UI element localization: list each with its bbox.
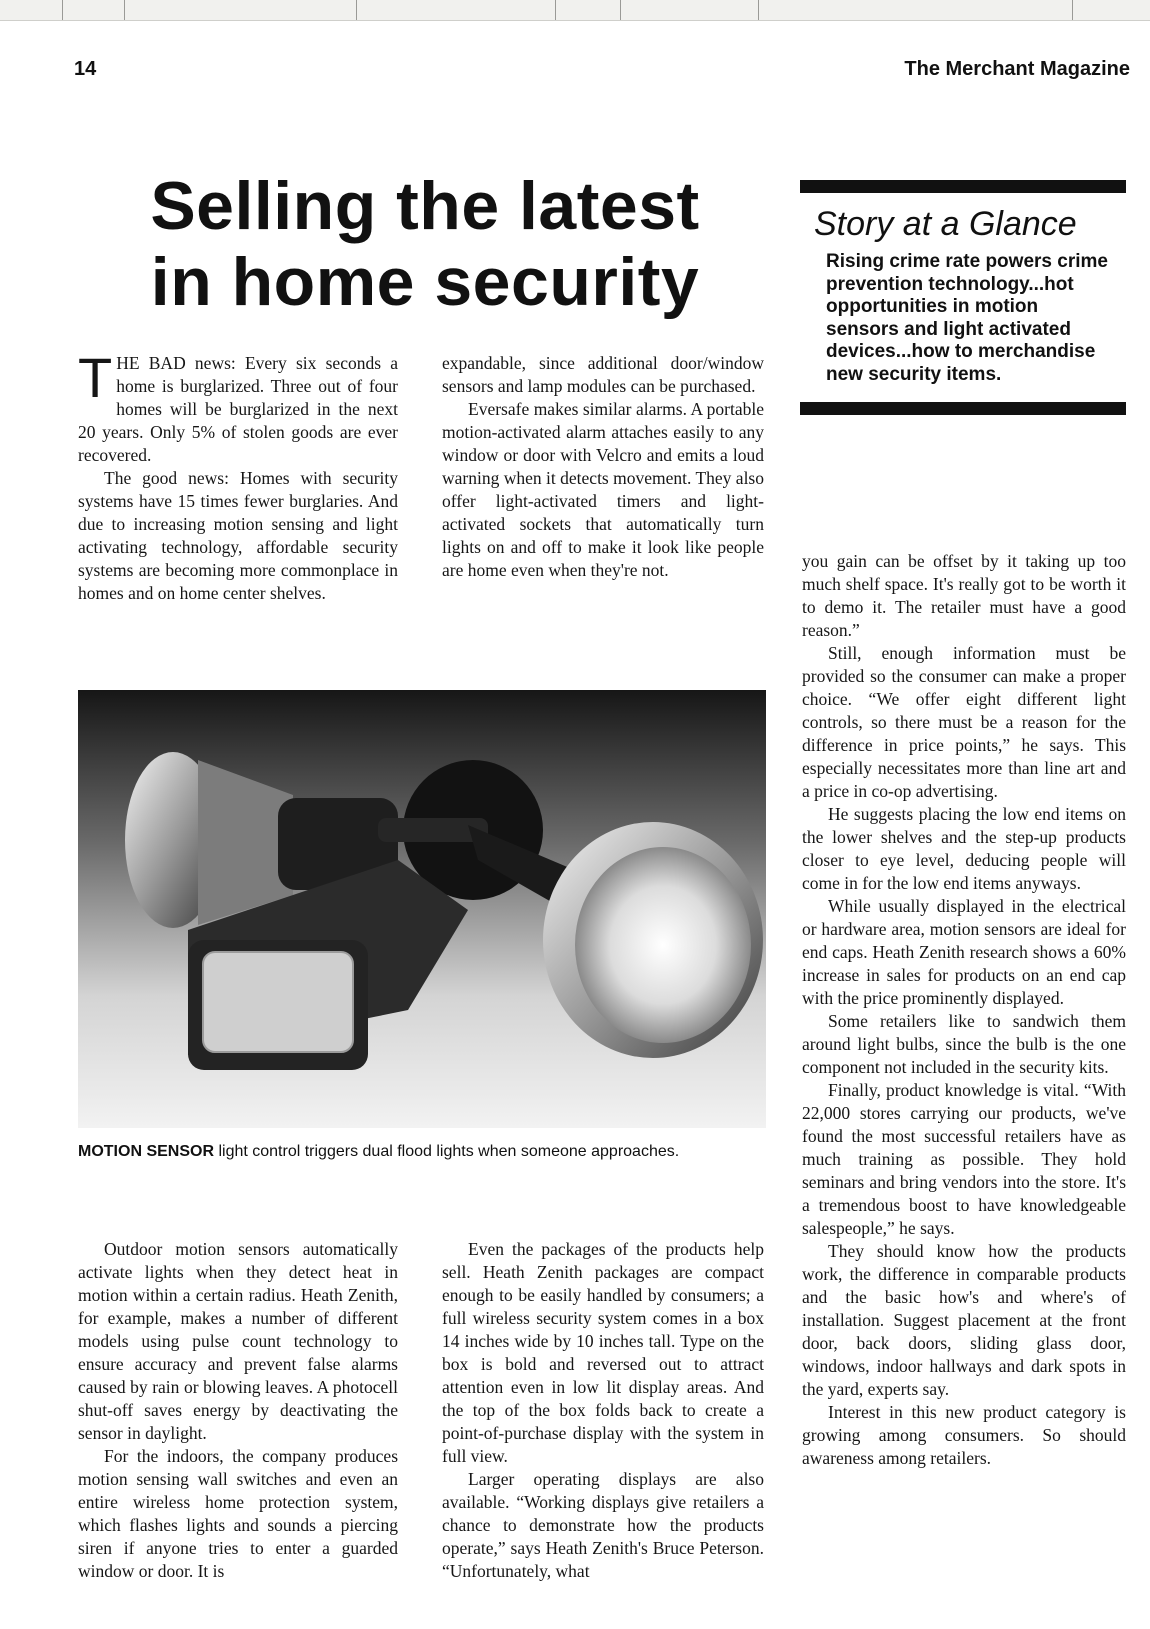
paragraph: Interest in this new product category is growing among consumers. So should awareness among retailers. — [802, 1402, 1126, 1468]
article-title-line-1: Selling the latest — [150, 168, 700, 244]
glance-title: Story at a Glance — [814, 205, 1077, 243]
column-2-bottom — [442, 1238, 764, 1583]
photo-caption — [78, 1142, 768, 1162]
paragraph: They should know how the products work, the difference in comparable products and the basic how's and where's of installation. Suggest placement at the front door, back doors, sliding glass door, windows, indoor hallways and dark spots in the yard, experts say. — [802, 1241, 1126, 1399]
lead-text: HE BAD news: Every six seconds a home is burglarized. Three out of four homes will be burglarized in the next 20 years. Only 5% of stolen goods are ever recovered. — [78, 353, 398, 465]
paragraph: Larger operating displays are also available. “Working displays give retailers a chance to demonstrate how the products operate,” says Heath Zenith's Bruce Peterson. “Unfortunately, what — [442, 1469, 764, 1581]
paragraph: Even the packages of the products help sell. Heath Zenith packages are compact enough to be easily handled by consumers; a full wireless security system comes in a box 14 inches wide by 10 inches tall. Type on the box is bold and reversed out to attract attention even in low lit display areas. And the top of the box folds back to create a point-of-purchase display with the system in full view. — [442, 1239, 764, 1466]
caption-lead: MOTION SENSOR — [78, 1143, 215, 1160]
caption-text: light control triggers dual flood lights when someone approaches. — [214, 1143, 680, 1160]
paragraph: expandable, since additional door/window sensors and lamp modules can be purchased. — [442, 353, 764, 396]
paragraph: Still, enough information must be provided so the consumer can make a proper choice. “We offer eight different light controls, so there must be a reason for the difference in price points,” he says. This especially necessitates more than line art and a price in co-op advertising. — [802, 643, 1126, 801]
article-title — [130, 168, 720, 320]
paragraph: you gain can be offset by it taking up too much shelf space. It's really got to be worth it to demo it. The retailer must have a good reason.” — [802, 551, 1126, 640]
column-2-top — [442, 352, 764, 582]
motion-sensor-photo — [78, 690, 766, 1128]
paragraph: Finally, product knowledge is vital. “With 22,000 stores carrying our products, we've found the most successful retailers have as much training as possible. They hold seminars and bring vendors into the store. It's a tremendous boost to have knowledgeable salespeople,” he says. — [802, 1080, 1126, 1238]
paragraph: While usually displayed in the electrical or hardware area, motion sensors are ideal for end caps. Heath Zenith research shows a 60% increase in sales for products on an end cap with the price prominently displayed. — [802, 896, 1126, 1008]
glance-top-rule — [800, 180, 1126, 193]
drop-cap: T — [78, 346, 113, 409]
column-3 — [802, 550, 1126, 1470]
paragraph: For the indoors, the company produces motion sensing wall switches and even an entire wireless home protection system, which flashes lights and sounds a piercing siren if anyone tries to enter a guarded window or door. It is — [78, 1446, 398, 1581]
story-at-a-glance-box — [800, 180, 1126, 415]
paragraph: Some retailers like to sandwich them around light bulbs, since the bulb is the one component not included in the security kits. — [802, 1011, 1126, 1077]
paragraph: He suggests placing the low end items on the lower shelves and the step-up products closer to eye level, deducing people will come in for the low end items anyways. — [802, 804, 1126, 893]
glance-bottom-rule — [800, 402, 1126, 415]
lead-paragraph — [78, 346, 398, 467]
magazine-name: The Merchant Magazine — [904, 58, 1130, 80]
photo-illustration — [78, 690, 766, 1128]
paragraph: The good news: Homes with security systems have 15 times fewer burglaries. And due to increasing motion sensing and light activating technology, affordable security systems are becoming more commonplace in homes and on home center shelves. — [78, 468, 398, 603]
page-number: 14 — [74, 58, 97, 80]
column-1-top — [78, 346, 398, 605]
column-1-bottom — [78, 1238, 398, 1583]
paragraph: Outdoor motion sensors automatically activate lights when they detect heat in motion within a certain radius. Heath Zenith, for example, makes a number of different models using pulse count technology to ensure accuracy and prevent false alarms caused by rain or blowing leaves. A photocell shut-off saves energy by deactivating the sensor in daylight. — [78, 1239, 398, 1443]
scan-top-strip — [0, 0, 1150, 21]
article-title-line-2: in home security — [150, 244, 700, 320]
glance-summary: Rising crime rate powers crime prevention technology...hot opportunities in motion sensors and light activated devices...how to merchandise new security items. — [826, 251, 1108, 385]
paragraph: Eversafe makes similar alarms. A portable motion-activated alarm attaches easily to any window or door with Velcro and emits a loud warning when it detects movement. They also offer light-activated timers and light-activated sockets that automatically turn lights on and off to make it look like people are home even when they're not. — [442, 399, 764, 580]
